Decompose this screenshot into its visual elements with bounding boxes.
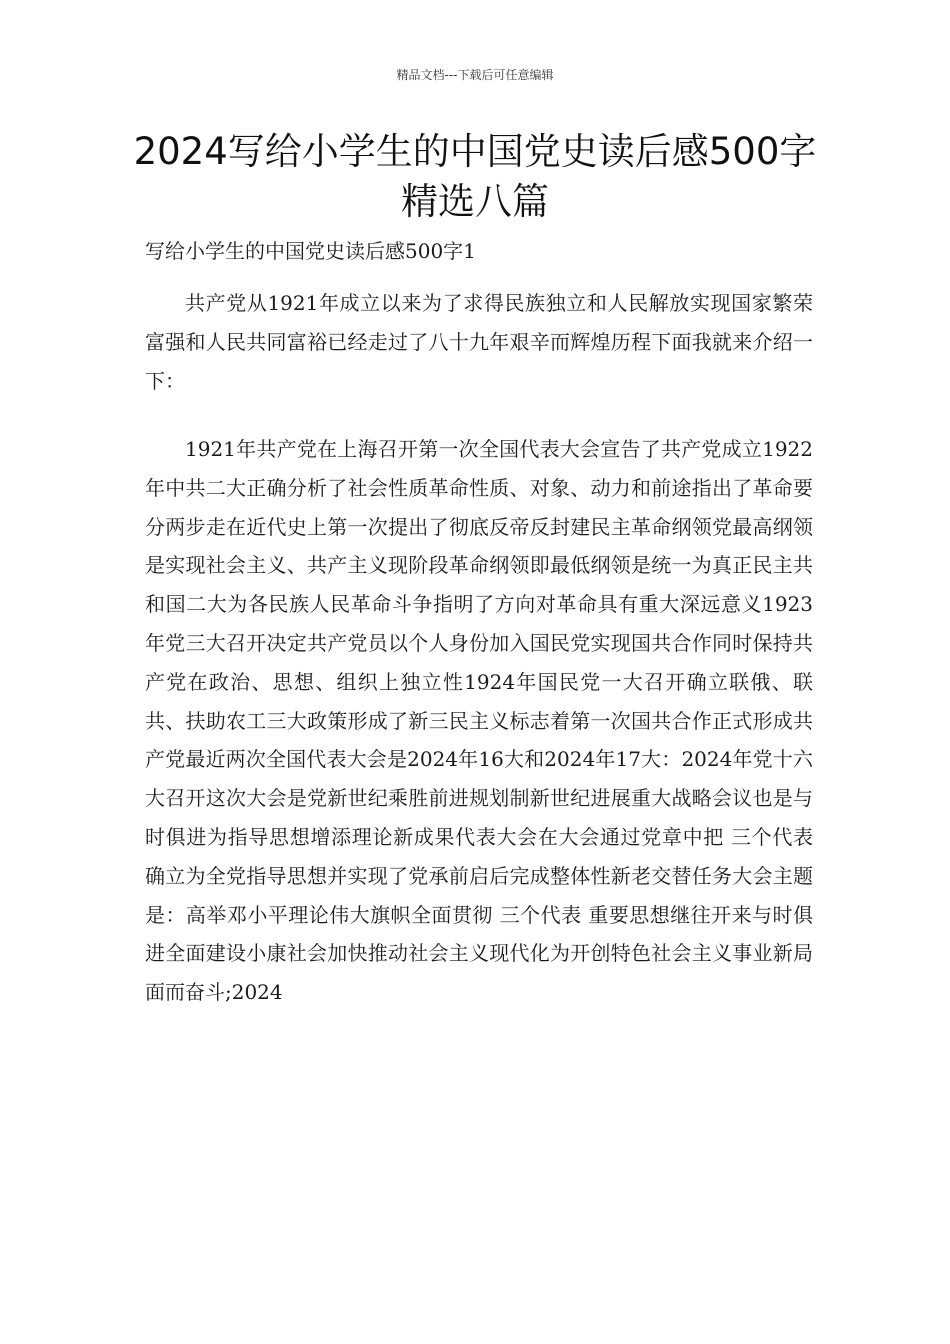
page-header: 精品文档---下载后可任意编辑 bbox=[396, 68, 554, 82]
paragraph: 共产党从1921年成立以来为了求得民族独立和人民解放实现国家繁荣富强和人民共同富裕已经走过了八十九年艰辛而辉煌历程下面我就来介绍一下： bbox=[145, 291, 813, 393]
paragraph: 1921年共产党在上海召开第一次全国代表大会宣告了共产党成立1922年中共二大正确分析了社会性质革命性质、对象、动力和前途指出了革命要分两步走在近代史上第一次提出了彻底反帝反封建民主革命纲领党最高纲领是实现社会主义、共产主义现阶段革命纲领即最低纲领是统一为真正民主共和国二大为各民族人民革命斗争指明了方向对革命具有重大深远意义1923年党三大召开决定共产党员以个人身份加入国民党实现国共合作同时保持共产党在政治、思想、组织上独立性1924年国民党一大召开确立联俄、联共、扶助农工三大政策形成了新三民主义标志着第一次国共合作正式形成共产党最近两次全国代表大会是2024年16大和2024年17大：2024年党十六大召开这次大会是党新世纪乘胜前进规划制新世纪进展重大战略会议也是与时俱进为指导思想增添理论新成果代表大会在大会通过党章中把 三个代表 确立为全党指导思想并实现了党承前启后完成整体性新老交替任务大会主题是：高举邓小平理论伟大旗帜全面贯彻 三个代表 重要思想继往开来与时俱进全面建设小康社会加快推动社会主义现代化为开创特色社会主义事业新局面而奋斗;2024 bbox=[145, 437, 813, 1005]
document-title: 2024写给小学生的中国党史读后感500字精选八篇 bbox=[133, 130, 817, 223]
section-heading: 写给小学生的中国党史读后感500字1 bbox=[145, 239, 476, 263]
